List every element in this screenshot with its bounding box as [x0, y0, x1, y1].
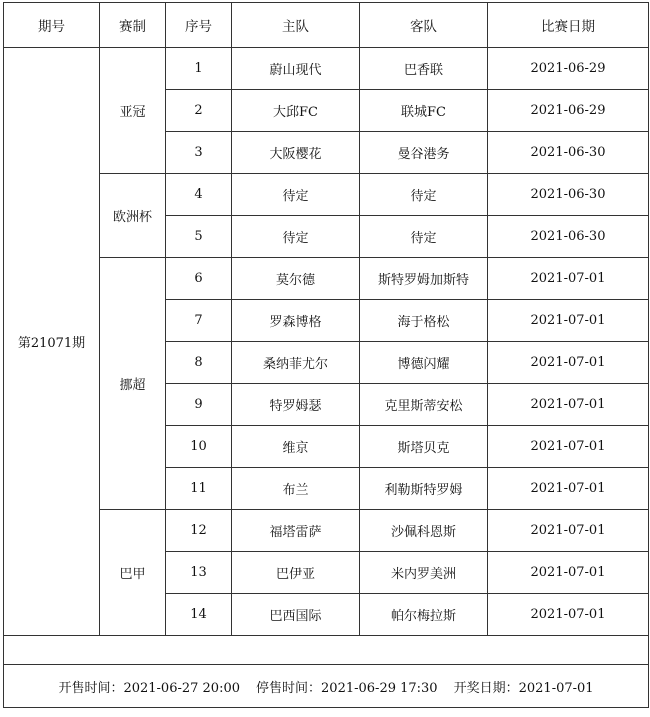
home-cell: 布兰 [232, 468, 360, 510]
date-cell: 2021-06-30 [488, 216, 649, 258]
date-cell: 2021-07-01 [488, 384, 649, 426]
home-cell: 大阪樱花 [232, 132, 360, 174]
away-cell: 斯特罗姆加斯特 [360, 258, 488, 300]
seq-cell: 7 [166, 300, 232, 342]
away-cell: 联城FC [360, 90, 488, 132]
seq-cell: 2 [166, 90, 232, 132]
competition-cell: 巴甲 [100, 510, 166, 636]
away-cell: 巴香联 [360, 48, 488, 90]
date-cell: 2021-06-29 [488, 90, 649, 132]
spacer-row [4, 636, 649, 665]
seq-cell: 5 [166, 216, 232, 258]
seq-cell: 12 [166, 510, 232, 552]
header-away: 客队 [360, 3, 488, 48]
date-cell: 2021-07-01 [488, 468, 649, 510]
header-seq: 序号 [166, 3, 232, 48]
away-cell: 博德闪耀 [360, 342, 488, 384]
table-row [4, 48, 649, 90]
header-date: 比赛日期 [488, 3, 649, 48]
seq-cell: 11 [166, 468, 232, 510]
home-cell: 福塔雷萨 [232, 510, 360, 552]
table-row [4, 510, 649, 552]
date-cell: 2021-07-01 [488, 594, 649, 636]
home-cell: 大邱FC [232, 90, 360, 132]
header-competition: 赛制 [100, 3, 166, 48]
away-cell: 斯塔贝克 [360, 426, 488, 468]
away-cell: 利勒斯特罗姆 [360, 468, 488, 510]
away-cell: 曼谷港务 [360, 132, 488, 174]
home-cell: 特罗姆瑟 [232, 384, 360, 426]
date-cell: 2021-07-01 [488, 258, 649, 300]
seq-cell: 1 [166, 48, 232, 90]
home-cell: 待定 [232, 174, 360, 216]
sale-stop-value: 2021-06-29 17:30 [321, 680, 438, 696]
seq-cell: 8 [166, 342, 232, 384]
sale-start-value: 2021-06-27 20:00 [123, 680, 241, 696]
away-cell: 米内罗美洲 [360, 552, 488, 594]
home-cell: 巴西国际 [232, 594, 360, 636]
competition-cell: 欧洲杯 [100, 174, 166, 258]
date-cell: 2021-06-30 [488, 132, 649, 174]
date-cell: 2021-06-29 [488, 48, 649, 90]
date-cell: 2021-06-30 [488, 174, 649, 216]
home-cell: 维京 [232, 426, 360, 468]
seq-cell: 9 [166, 384, 232, 426]
away-cell: 帕尔梅拉斯 [360, 594, 488, 636]
header-row [4, 3, 649, 48]
date-cell: 2021-07-01 [488, 552, 649, 594]
away-cell: 待定 [360, 216, 488, 258]
competition-cell: 亚冠 [100, 48, 166, 174]
footer-row [4, 665, 649, 708]
home-cell: 巴伊亚 [232, 552, 360, 594]
draw-date-value: 2021-07-01 [518, 680, 594, 696]
schedule-table [3, 2, 649, 708]
seq-cell: 4 [166, 174, 232, 216]
away-cell: 海于格松 [360, 300, 488, 342]
competition-cell: 挪超 [100, 258, 166, 510]
home-cell: 蔚山现代 [232, 48, 360, 90]
home-cell: 桑纳菲尤尔 [232, 342, 360, 384]
period-cell: 第21071期 [4, 48, 100, 636]
seq-cell: 14 [166, 594, 232, 636]
date-cell: 2021-07-01 [488, 426, 649, 468]
seq-cell: 10 [166, 426, 232, 468]
date-cell: 2021-07-01 [488, 510, 649, 552]
home-cell: 罗森博格 [232, 300, 360, 342]
sale-start-label: 开售时间： [58, 680, 124, 696]
spacer-cell [4, 636, 649, 665]
away-cell: 待定 [360, 174, 488, 216]
header-home: 主队 [232, 3, 360, 48]
date-cell: 2021-07-01 [488, 300, 649, 342]
draw-date-label: 开奖日期： [453, 680, 519, 696]
away-cell: 沙佩科恩斯 [360, 510, 488, 552]
seq-cell: 3 [166, 132, 232, 174]
footer-cell [4, 665, 649, 708]
table-row [4, 258, 649, 300]
sale-stop-label: 停售时间： [256, 680, 322, 696]
date-cell: 2021-07-01 [488, 342, 649, 384]
table-row [4, 174, 649, 216]
home-cell: 莫尔德 [232, 258, 360, 300]
seq-cell: 6 [166, 258, 232, 300]
seq-cell: 13 [166, 552, 232, 594]
header-period: 期号 [4, 3, 100, 48]
away-cell: 克里斯蒂安松 [360, 384, 488, 426]
home-cell: 待定 [232, 216, 360, 258]
